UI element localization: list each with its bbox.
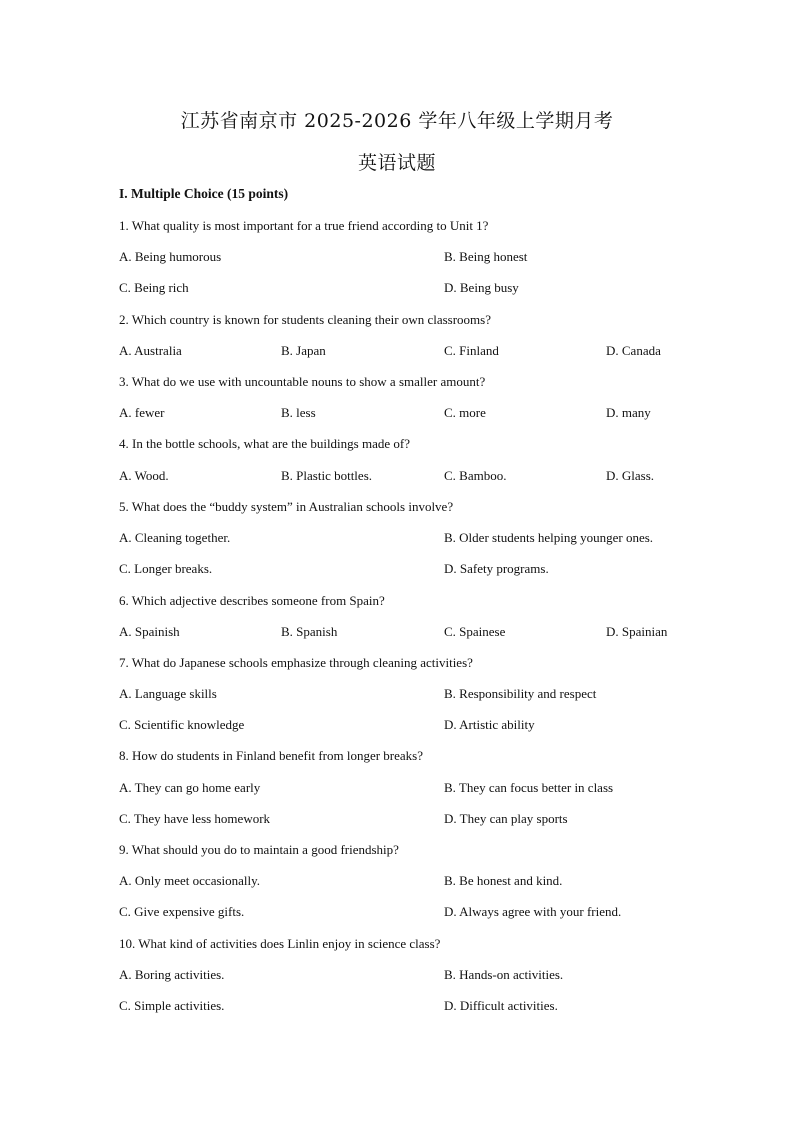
question-7-option-a: A. Language skills xyxy=(119,686,217,701)
question-9-option-a: A. Only meet occasionally. xyxy=(119,873,261,888)
question-2-option-d: D. Canada xyxy=(606,343,661,358)
question-8-option-c: C. They have less homework xyxy=(119,811,271,826)
question-2-option-b: B. Japan xyxy=(281,343,326,358)
document-subtitle: 英语试题 xyxy=(357,152,436,174)
question-10-option-a: A. Boring activities. xyxy=(119,967,225,982)
question-9-option-b: B. Be honest and kind. xyxy=(444,873,563,888)
document-title: 江苏省南京市 2025-2026 学年八年级上学期月考 xyxy=(180,110,614,132)
question-10-option-d: D. Difficult activities. xyxy=(444,998,558,1013)
question-5-option-d: D. Safety programs. xyxy=(444,561,549,576)
question-2-option-a: A. Australia xyxy=(119,343,182,358)
question-4-option-b: B. Plastic bottles. xyxy=(281,468,372,483)
question-6-option-a: A. Spainish xyxy=(119,624,180,639)
question-5-option-a: A. Cleaning together. xyxy=(119,530,231,545)
question-1-option-a: A. Being humorous xyxy=(119,249,222,264)
question-4-option-d: D. Glass. xyxy=(606,468,655,483)
question-3-option-a: A. fewer xyxy=(119,405,165,420)
question-8-option-a: A. They can go home early xyxy=(119,780,261,795)
question-9-option-c: C. Give expensive gifts. xyxy=(119,904,245,919)
section-heading: I. Multiple Choice (15 points) xyxy=(119,186,289,201)
question-1: 1. What quality is most important for a true friend according to Unit 1? xyxy=(119,218,489,233)
question-3-option-d: D. many xyxy=(606,405,651,420)
question-6-option-c: C. Spainese xyxy=(444,624,506,639)
question-4-option-c: C. Bamboo. xyxy=(444,468,507,483)
question-3-option-b: B. less xyxy=(281,405,316,420)
question-3: 3. What do we use with uncountable nouns to show a smaller amount? xyxy=(119,374,486,389)
question-7: 7. What do Japanese schools emphasize through cleaning activities? xyxy=(119,655,473,670)
question-6: 6. Which adjective describes someone from Spain? xyxy=(119,593,385,608)
question-8: 8. How do students in Finland benefit from longer breaks? xyxy=(119,748,423,763)
question-8-option-b: B. They can focus better in class xyxy=(444,780,614,795)
question-1-option-c: C. Being rich xyxy=(119,280,189,295)
question-6-option-b: B. Spanish xyxy=(281,624,338,639)
question-10-option-c: C. Simple activities. xyxy=(119,998,225,1013)
question-7-option-c: C. Scientific knowledge xyxy=(119,717,245,732)
question-5-option-c: C. Longer breaks. xyxy=(119,561,213,576)
question-1-option-b: B. Being honest xyxy=(444,249,528,264)
question-9-option-d: D. Always agree with your friend. xyxy=(444,904,622,919)
question-7-option-d: D. Artistic ability xyxy=(444,717,535,732)
question-10-option-b: B. Hands-on activities. xyxy=(444,967,564,982)
question-3-option-c: C. more xyxy=(444,405,486,420)
question-5: 5. What does the “buddy system” in Australian schools involve? xyxy=(119,499,454,514)
question-1-option-d: D. Being busy xyxy=(444,280,519,295)
question-5-option-b: B. Older students helping younger ones. xyxy=(444,530,654,545)
question-7-option-b: B. Responsibility and respect xyxy=(444,686,597,701)
question-9: 9. What should you do to maintain a good friendship? xyxy=(119,842,399,857)
question-2: 2. Which country is known for students cleaning their own classrooms? xyxy=(119,312,491,327)
question-4-option-a: A. Wood. xyxy=(119,468,169,483)
question-2-option-c: C. Finland xyxy=(444,343,499,358)
question-10: 10. What kind of activities does Linlin enjoy in science class? xyxy=(119,936,441,951)
question-8-option-d: D. They can play sports xyxy=(444,811,568,826)
question-6-option-d: D. Spainian xyxy=(606,624,668,639)
question-4: 4. In the bottle schools, what are the buildings made of? xyxy=(119,436,410,451)
